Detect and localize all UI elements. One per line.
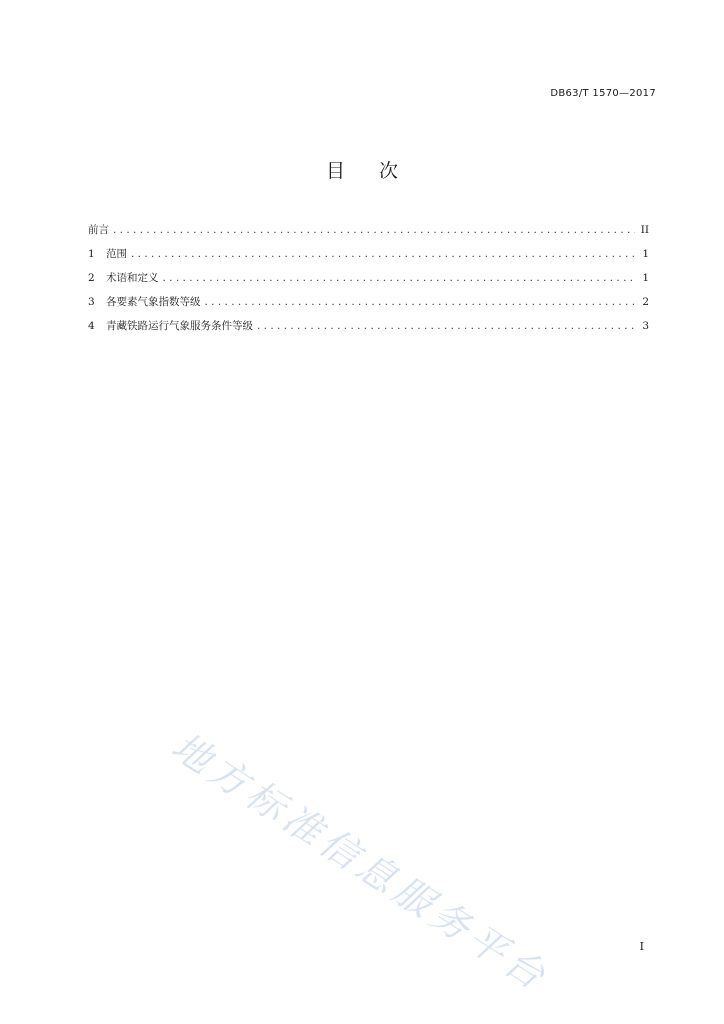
page-number: I	[639, 940, 644, 953]
toc-entry-railway-service-levels[interactable]	[88, 314, 649, 338]
toc-entry-label: 青藏铁路运行气象服务条件等级	[106, 320, 253, 332]
toc-entry-page: 1	[642, 248, 649, 260]
page-title	[0, 158, 724, 184]
toc-entry-number: 4	[88, 320, 95, 332]
toc-entry-page: 1	[642, 272, 649, 284]
toc-entry-number: 1	[88, 248, 95, 260]
toc-entry-page: 3	[642, 320, 649, 332]
toc-entry-terms[interactable]	[88, 266, 649, 290]
toc-dot-leader	[257, 314, 635, 338]
toc-entry-index-levels[interactable]	[88, 290, 649, 314]
toc-dot-leader	[205, 290, 636, 314]
title-char-2: 次	[379, 160, 399, 182]
toc-entry-scope[interactable]	[88, 242, 649, 266]
toc-entry-page: 2	[642, 296, 649, 308]
document-code: DB63/T 1570—2017	[550, 88, 656, 99]
toc-entry-number: 2	[88, 272, 95, 284]
title-char-1: 目	[325, 160, 345, 182]
toc-dot-leader	[113, 218, 635, 242]
toc-entry-label: 范围	[106, 248, 127, 260]
table-of-contents	[88, 218, 649, 338]
toc-entry-page: II	[640, 224, 649, 236]
toc-entry-foreword[interactable]	[88, 218, 649, 242]
toc-entry-number: 3	[88, 296, 95, 308]
toc-entry-label: 各要素气象指数等级	[106, 296, 201, 308]
toc-entry-label: 术语和定义	[106, 272, 159, 284]
watermark: 地方标准信息服务平台	[164, 723, 558, 1001]
toc-dot-leader	[131, 242, 635, 266]
toc-dot-leader	[163, 266, 636, 290]
toc-entry-label: 前言	[88, 224, 109, 236]
